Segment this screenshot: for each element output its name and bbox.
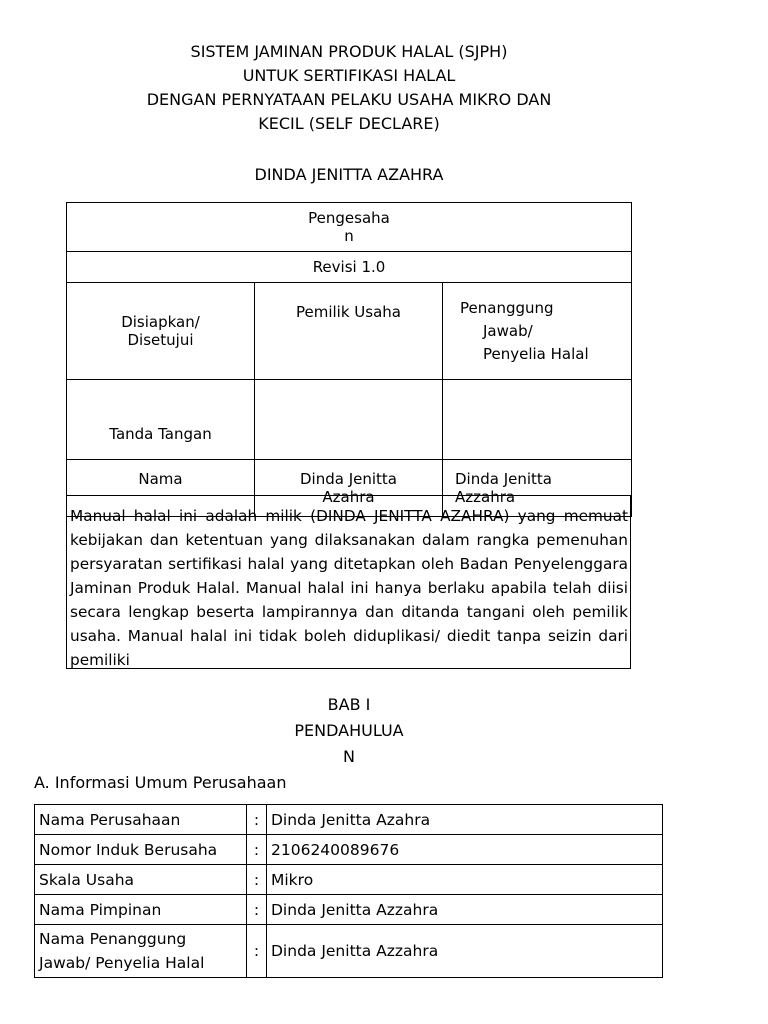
info-colon: : [247,925,267,978]
section-heading: A. Informasi Umum Perusahaan [34,773,287,792]
table-row [35,865,663,895]
supervisor-header [443,283,632,380]
disclaimer-text: Manual halal ini adalah milik (DINDA JENITTA AZAHRA) yang memuat kebijakan dan ketentuan yang dilaksanakan dalam rangka pemenuhan persyaratan sertifikasi halal yang ditetapkan oleh Badan Penyelenggara Jaminan Produk Halal. Manual halal ini hanya berlaku apabila telah diisi secara lengkap beserta lampirannya dan ditanda tangani oleh pemilik usaha. Manual halal ini tidak boleh diduplikasi/ diedit tanpa seizin dari pemiliki [70,507,628,669]
prepared-approved-header [67,283,255,380]
supervisor-signature-cell [443,380,632,460]
prepared-line-1: Disiapkan/ [121,313,200,331]
info-label: Skala Usaha [35,865,247,895]
info-label: Nama Perusahaan [35,805,247,835]
approval-title-line-1: Pengesaha [308,209,390,227]
table-row [35,925,663,978]
info-label-line-2: Jawab/ Penyelia Halal [39,954,205,972]
title-line-3: DENGAN PERNYATAAN PELAKU USAHA MIKRO DAN [146,90,552,109]
company-info-table [34,804,663,978]
info-label [35,925,247,978]
owner-signature-cell [255,380,443,460]
owner-name-heading: DINDA JENITTA AZAHRA [254,165,444,184]
approval-title-cell [67,203,632,252]
disclaimer-box [66,495,631,669]
chapter-title-line-1: PENDAHULUA [294,721,404,740]
table-row [35,895,663,925]
info-value: Mikro [267,865,663,895]
document-title [0,40,698,136]
info-label-line-1: Nama Penanggung [39,930,187,948]
info-value: Dinda Jenitta Azahra [267,805,663,835]
revision-cell: Revisi 1.0 [67,252,632,283]
approval-table [66,202,632,517]
table-row [35,835,663,865]
info-colon: : [247,895,267,925]
chapter-number: BAB I [327,695,371,714]
supervisor-line-3: Penyelia Halal [483,344,589,363]
info-value: Dinda Jenitta Azzahra [267,925,663,978]
info-colon: : [247,835,267,865]
owner-name-line-1: Dinda Jenitta [300,470,397,488]
owner-name-line-2: Azahra [322,488,375,506]
info-value: Dinda Jenitta Azzahra [267,895,663,925]
business-owner-header: Pemilik Usaha [255,283,443,380]
info-label: Nama Pimpinan [35,895,247,925]
supervisor-line-2: Jawab/ [483,321,533,340]
signature-label: Tanda Tangan [67,380,255,460]
title-line-4: KECIL (SELF DECLARE) [258,114,440,133]
supervisor-name-line-2: Azzahra [455,488,516,506]
title-line-2: UNTUK SERTIFIKASI HALAL [242,66,456,85]
title-line-1: SISTEM JAMINAN PRODUK HALAL (SJPH) [190,42,508,61]
supervisor-line-1: Penanggung [460,298,554,317]
supervisor-name-line-1: Dinda Jenitta [455,470,552,488]
name-label: Nama [67,460,255,517]
prepared-line-2: Disetujui [127,331,194,349]
info-value: 2106240089676 [267,835,663,865]
chapter-title-line-2: N [343,747,355,766]
info-label: Nomor Induk Berusaha [35,835,247,865]
approval-title-line-2: n [344,227,354,245]
info-colon: : [247,865,267,895]
table-row [35,805,663,835]
info-colon: : [247,805,267,835]
